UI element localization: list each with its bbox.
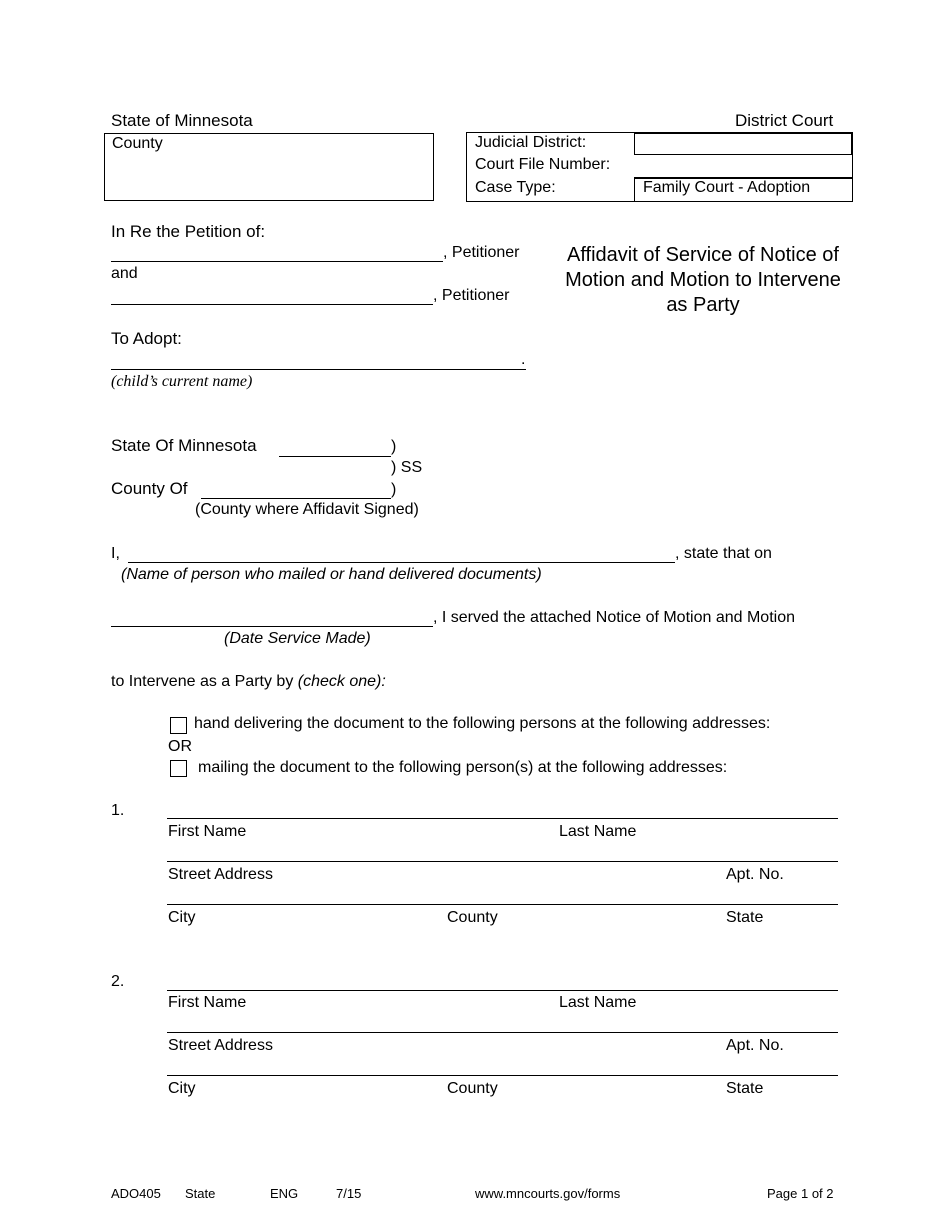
case-type-value: Family Court - Adoption — [643, 179, 811, 196]
i-prefix: I, — [111, 545, 120, 562]
affiant-name-line[interactable] — [128, 562, 675, 563]
footer-url[interactable]: www.mncourts.gov/forms — [475, 1186, 621, 1201]
apt-no-label: Apt. No. — [726, 866, 784, 883]
entry-1-city-line[interactable] — [167, 904, 838, 905]
state-label: State — [726, 1080, 764, 1097]
county-box[interactable] — [104, 133, 434, 201]
in-re-petition-label: In Re the Petition of: — [111, 222, 266, 241]
judicial-district-field[interactable] — [634, 133, 852, 155]
entry-1-name-line[interactable] — [167, 818, 838, 819]
city-label: City — [168, 1080, 196, 1097]
county-label: County — [447, 1080, 498, 1097]
and-label: and — [111, 265, 138, 282]
intervene-text-main: to Intervene as a Party by — [111, 673, 294, 690]
judicial-district-label: Judicial District: — [475, 134, 587, 151]
hand-delivery-label: hand delivering the document to the following persons at the following addresses: — [194, 715, 771, 732]
street-address-label: Street Address — [168, 866, 273, 883]
petitioner-1-label: , Petitioner — [443, 244, 520, 261]
case-type-field-border — [634, 178, 852, 201]
entry-1-address-line[interactable] — [167, 861, 838, 862]
court-file-number-label: Court File Number: — [475, 156, 611, 173]
child-name-period: . — [521, 351, 526, 368]
to-adopt-label: To Adopt: — [111, 329, 182, 348]
footer-state: State — [185, 1186, 216, 1201]
service-date-line[interactable] — [111, 626, 433, 627]
county-label: County — [447, 909, 498, 926]
intervene-text — [111, 673, 386, 691]
mail-delivery-label: mailing the document to the following person(s) at the following addresses: — [198, 759, 728, 776]
case-type-label: Case Type: — [475, 179, 556, 196]
city-label: City — [168, 909, 196, 926]
mail-delivery-checkbox[interactable] — [170, 760, 187, 777]
venue-county-label: County Of — [111, 479, 188, 498]
county-label: County — [112, 135, 163, 152]
first-name-label: First Name — [168, 823, 247, 840]
footer-form-code: ADO405 — [111, 1186, 161, 1201]
child-name-line[interactable] — [111, 369, 526, 370]
venue-county-hint: (County where Affidavit Signed) — [195, 501, 419, 518]
entry-2-name-line[interactable] — [167, 990, 838, 991]
last-name-label: Last Name — [559, 823, 637, 840]
state-that-on-text: , state that on — [675, 545, 772, 562]
document-title: Affidavit of Service of Notice of Motion and Motion to Intervene as Party — [565, 244, 841, 316]
venue-state-line[interactable] — [279, 456, 391, 457]
entry-2-city-line[interactable] — [167, 1075, 838, 1076]
petitioner-1-line[interactable] — [111, 261, 443, 262]
served-text: , I served the attached Notice of Motion and Motion — [433, 609, 795, 626]
street-address-label: Street Address — [168, 1037, 273, 1054]
petitioner-2-label: , Petitioner — [433, 287, 510, 304]
venue-county-line[interactable] — [201, 498, 391, 499]
footer-page-number: Page 1 of 2 — [767, 1186, 834, 1201]
entry-number: 2. — [111, 973, 125, 990]
venue-ss: ) SS — [391, 459, 423, 476]
district-court-heading: District Court — [735, 111, 834, 130]
affiant-name-hint: (Name of person who mailed or hand delivered documents) — [121, 566, 542, 583]
last-name-label: Last Name — [559, 994, 637, 1011]
footer-language: ENG — [270, 1186, 299, 1201]
first-name-label: First Name — [168, 994, 247, 1011]
check-one-text: (check one): — [297, 673, 386, 690]
venue-paren-1: ) — [391, 438, 397, 455]
petitioner-2-line[interactable] — [111, 304, 433, 305]
hand-delivery-checkbox[interactable] — [170, 717, 187, 734]
state-of-minnesota-heading: State of Minnesota — [111, 111, 253, 130]
service-date-hint: (Date Service Made) — [224, 630, 371, 647]
apt-no-label: Apt. No. — [726, 1037, 784, 1054]
state-label: State — [726, 909, 764, 926]
entry-number: 1. — [111, 802, 125, 819]
venue-state-label: State Of Minnesota — [111, 436, 257, 455]
footer-date: 7/15 — [336, 1186, 362, 1201]
child-name-hint: (child’s current name) — [111, 373, 253, 390]
or-label: OR — [168, 738, 192, 755]
venue-paren-2: ) — [391, 481, 397, 498]
entry-2-address-line[interactable] — [167, 1032, 838, 1033]
